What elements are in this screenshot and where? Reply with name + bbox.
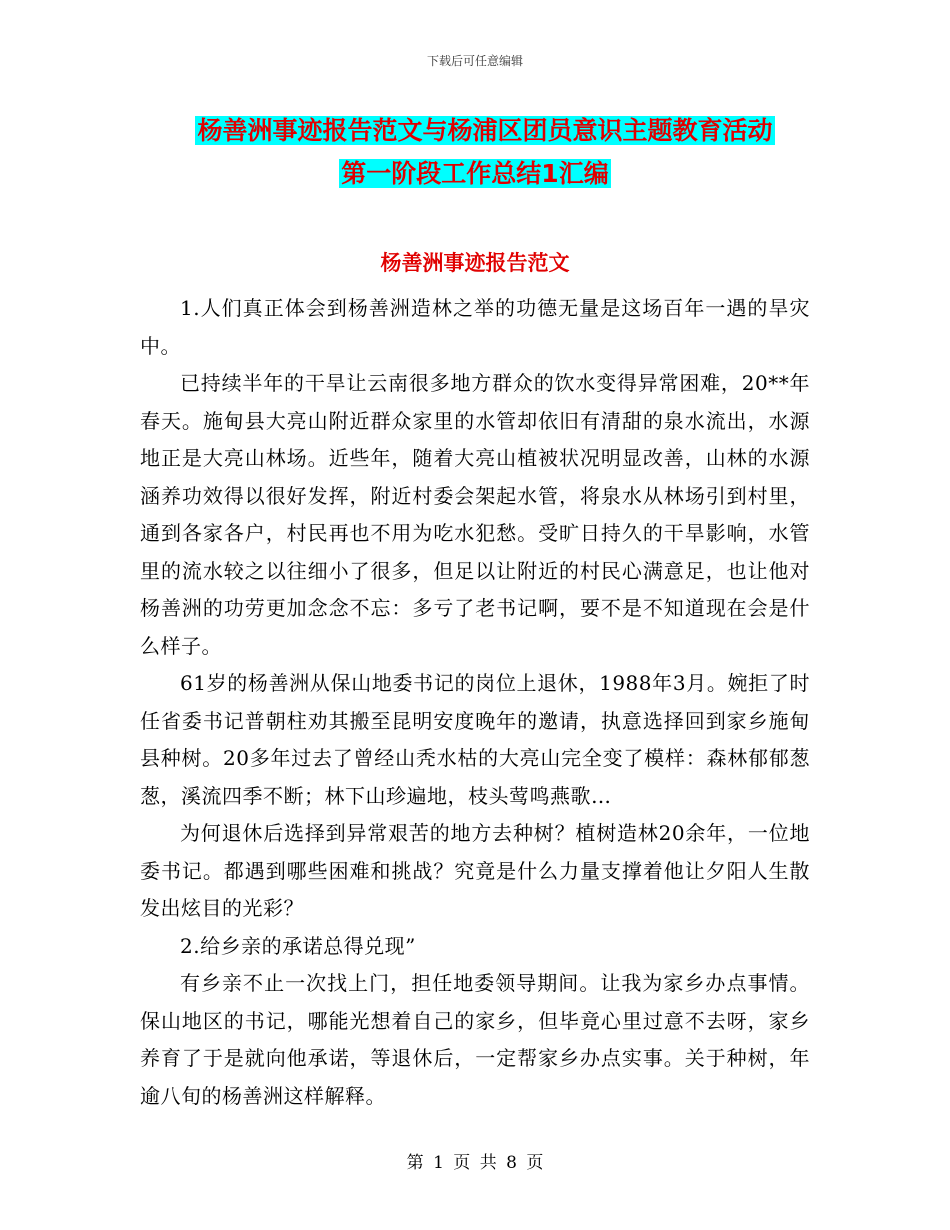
body-paragraph: 1.人们真正体会到杨善洲造林之举的功德无量是这场百年一遇的旱灾中。	[140, 296, 810, 358]
body-paragraph: 2.给乡亲的承诺总得兑现”	[180, 933, 416, 958]
document-body	[140, 290, 810, 1115]
body-paragraph: 有乡亲不止一次找上门，担任地委领导期间。让我为家乡办点事情。保山地区的书记，哪能光想着自己的家乡，但毕竟心里过意不去呀，家乡养育了于是就向他承诺，等退休后，一定帮家乡办点实事。关于种树，年逾八旬的杨善洲这样解释。	[140, 971, 810, 1108]
document-title-text-2: 第一阶段工作总结1汇编	[341, 159, 609, 188]
document-title-line-2	[0, 155, 950, 193]
body-paragraph: 已持续半年的干旱让云南很多地方群众的饮水变得异常困难，20**年春天。施甸县大亮山附近群众家里的水管却依旧有清甜的泉水流出，水源地正是大亮山林场。近些年，随着大亮山植被状况明显改善，山林的水源涵养功效得以很好发挥，附近村委会架起水管，将泉水从林场引到村里，通到各家各户，村民再也不用为吃水犯愁。受旷日持久的干旱影响，水管里的流水较之以往细小了很多，但足以让附近的村民心满意足，也让他对杨善洲的功劳更加念念不忘：多亏了老书记啊，要不是不知道现在会是什么样子。	[140, 371, 810, 658]
section-heading: 杨善洲事迹报告范文	[380, 251, 570, 275]
document-title-line-1	[0, 112, 950, 150]
body-paragraph: 61岁的杨善洲从保山地委书记的岗位上退休，1988年3月。婉拒了时任省委书记普朝柱劝其搬至昆明安度晚年的邀请，执意选择回到家乡施甸县种树。20多年过去了曾经山秃水枯的大亮山完全变了模样：森林郁郁葱葱，溪流四季不断；林下山珍遍地，枝头莺鸣燕歌…	[140, 671, 810, 808]
page-header-note: 下载后可任意编辑	[426, 54, 523, 68]
page-footer-number: 第 1 页 共 8 页	[406, 1153, 544, 1173]
body-paragraph: 为何退休后选择到异常艰苦的地方去种树？植树造林20余年，一位地委书记。都遇到哪些困难和挑战？究竟是什么力量支撑着他让夕阳人生散发出炫目的光彩？	[140, 821, 810, 920]
document-title-text-1: 杨善洲事迹报告范文与杨浦区团员意识主题教育活动	[197, 116, 773, 145]
